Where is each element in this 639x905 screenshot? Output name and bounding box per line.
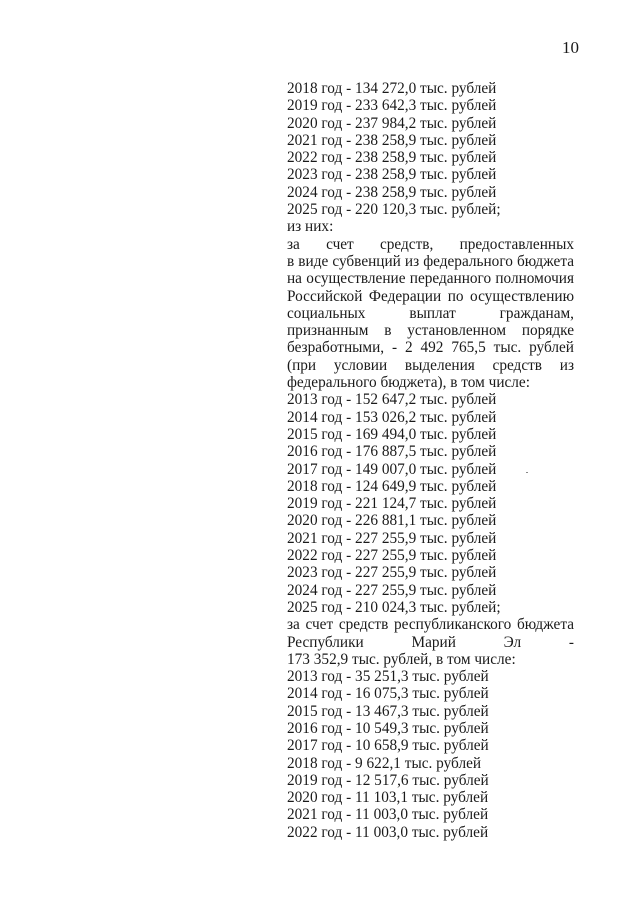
text-line: безработными, - 2 492 765,5 тыс. рублей bbox=[287, 339, 574, 357]
text-line: за счет средств республиканского бюджета bbox=[287, 616, 574, 634]
text-line: 2019 год - 221 124,7 тыс. рублей bbox=[287, 495, 497, 513]
text-line: 2017 год - 149 007,0 тыс. рублей bbox=[287, 460, 497, 478]
text-line: 2022 год - 238 258,9 тыс. рублей bbox=[287, 149, 497, 167]
text-line: 2025 год - 210 024,3 тыс. рублей; bbox=[287, 598, 501, 616]
document-body bbox=[287, 80, 574, 841]
text-line: 2013 год - 152 647,2 тыс. рублей bbox=[287, 391, 497, 409]
text-line: Республики Марий Эл - bbox=[287, 633, 574, 651]
text-line: 2014 год - 153 026,2 тыс. рублей bbox=[287, 408, 497, 426]
page-number: 10 bbox=[562, 38, 579, 57]
text-line: 2024 год - 238 258,9 тыс. рублей bbox=[287, 183, 497, 201]
text-line: 2025 год - 220 120,3 тыс. рублей; bbox=[287, 201, 501, 219]
text-line: 2023 год - 238 258,9 тыс. рублей bbox=[287, 166, 497, 184]
text-line: признанным в установленном порядке bbox=[287, 322, 574, 340]
text-line: 2019 год - 233 642,3 тыс. рублей bbox=[287, 97, 497, 115]
text-line: 2017 год - 10 658,9 тыс. рублей bbox=[287, 737, 489, 755]
text-line: 2014 год - 16 075,3 тыс. рублей bbox=[287, 685, 489, 703]
text-line: за счет средств, предоставленных bbox=[287, 235, 574, 253]
text-line: 2013 год - 35 251,3 тыс. рублей bbox=[287, 668, 489, 686]
text-line: 2020 год - 11 103,1 тыс. рублей bbox=[287, 789, 489, 807]
text-line: 2016 год - 10 549,3 тыс. рублей bbox=[287, 719, 489, 737]
text-line: 2020 год - 226 881,1 тыс. рублей bbox=[287, 512, 497, 530]
text-line: из них: bbox=[287, 218, 334, 236]
text-line: 2020 год - 237 984,2 тыс. рублей bbox=[287, 114, 497, 132]
text-line: 2019 год - 12 517,6 тыс. рублей bbox=[287, 771, 489, 789]
text-line: 2015 год - 169 494,0 тыс. рублей bbox=[287, 425, 497, 443]
text-line: федерального бюджета), в том числе: bbox=[287, 374, 530, 392]
text-line: в виде субвенций из федерального бюджета bbox=[287, 252, 574, 270]
text-line: 2021 год - 227 255,9 тыс. рублей bbox=[287, 529, 497, 547]
scan-speck bbox=[526, 472, 528, 473]
text-line: (при условии выделения средств из bbox=[287, 356, 574, 374]
text-line: 2024 год - 227 255,9 тыс. рублей bbox=[287, 581, 497, 599]
text-line: 2022 год - 11 003,0 тыс. рублей bbox=[287, 823, 489, 841]
text-line: 2022 год - 227 255,9 тыс. рублей bbox=[287, 547, 497, 565]
text-line: социальных выплат гражданам, bbox=[287, 304, 574, 322]
text-line: 2021 год - 11 003,0 тыс. рублей bbox=[287, 806, 489, 824]
text-line: 2018 год - 124 649,9 тыс. рублей bbox=[287, 477, 497, 495]
text-line: 2021 год - 238 258,9 тыс. рублей bbox=[287, 131, 497, 149]
text-line: 2015 год - 13 467,3 тыс. рублей bbox=[287, 702, 489, 720]
text-line: 2016 год - 176 887,5 тыс. рублей bbox=[287, 443, 497, 461]
text-line: на осуществление переданного полномочия bbox=[287, 270, 574, 288]
text-line: Российской Федерации по осуществлению bbox=[287, 287, 574, 305]
text-line: 2023 год - 227 255,9 тыс. рублей bbox=[287, 564, 497, 582]
text-line: 2018 год - 9 622,1 тыс. рублей bbox=[287, 754, 482, 772]
text-line: 173 352,9 тыс. рублей, в том числе: bbox=[287, 650, 516, 668]
text-line: 2018 год - 134 272,0 тыс. рублей bbox=[287, 80, 497, 97]
